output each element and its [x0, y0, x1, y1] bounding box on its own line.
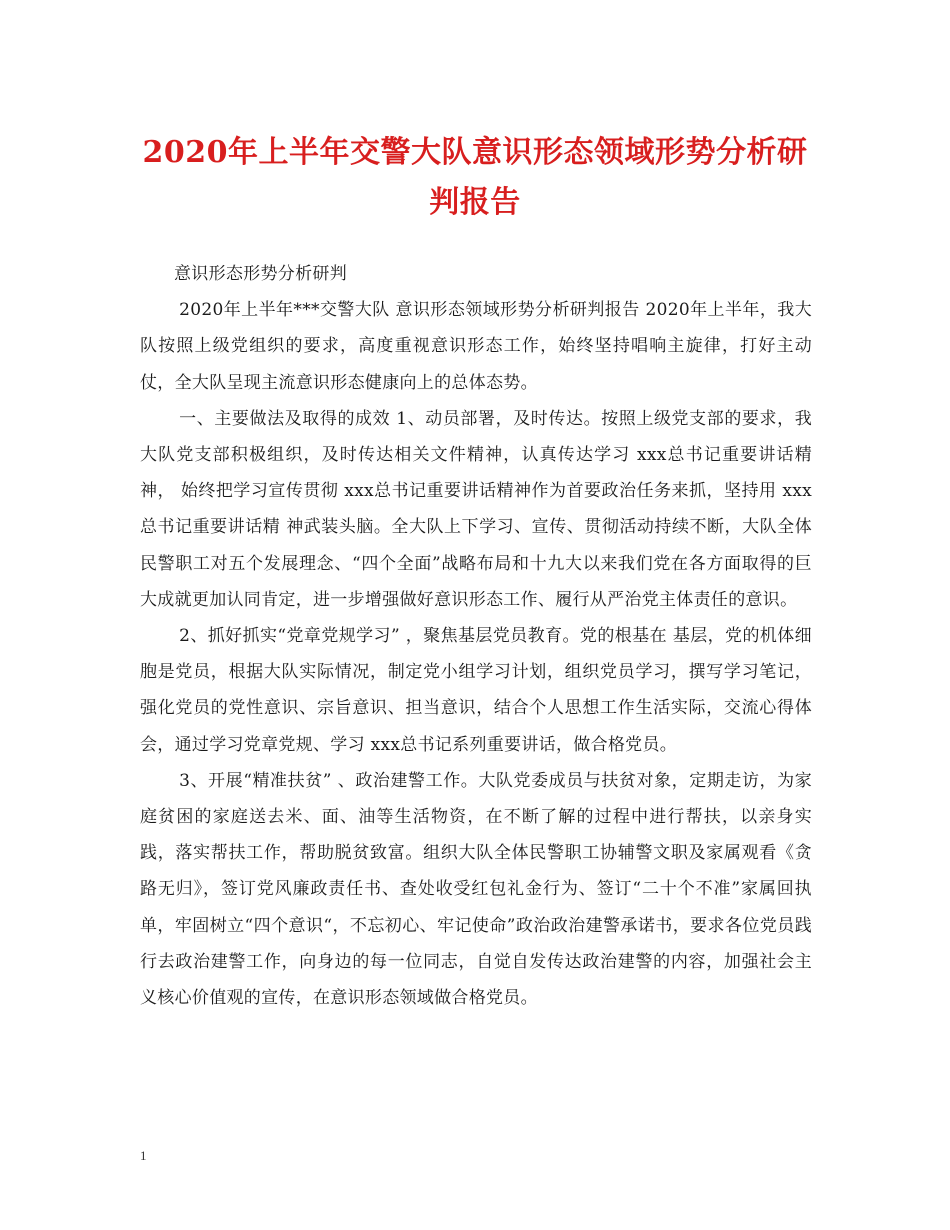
paragraph-section-3: 3、开展“精准扶贫” 、政治建警工作。大队党委成员与扶贫对象，定期走访，为家庭贫困的家庭送去米、面、油等生活物资，在不断了解的过程中进行帮扶，以亲身实践，落实帮扶工作，帮助脱贫致富。组织大队全体民警职工协辅警文职及家属观看《贪路无归》，签订党风廉政责任书、查处收受红包礼金行为、签订“二十个不准”家属回执单，牢固树立“四个意识“，不忘初心、牢记使命”政治政治建警承诺书，要求各位党员践行去政治建警工作，向身边的每一位同志，自觉自发传达政治建警的内容，加强社会主义核心价值观的宣传，在意识形态领域做合格党员。 [140, 770, 812, 1009]
document-subtitle: 意识形态形势分析研判 [174, 264, 347, 284]
paragraph-section-1: 一、主要做法及取得的成效 1、动员部署，及时传达。按照上级党支部的要求，我大队党支部积极组织，及时传达相关文件精神，认真传达学习 xxx总书记重要讲话精神， 始终把学习宣传贯彻 xxx总书记重要讲话精神作为首要政治任务来抓，坚持用 xxx总书记重要讲话精 神武装头脑。全大队上下学习、宣传、贯彻活动持续不断，大队全体民警职工对五个发展理念、“四个全面”战略布局和十九大以来我们党在各方面取得的巨大成就更加认同肯定，进一步增强做好意识形态工作、履行从严治党主体责任的意识。 [140, 408, 812, 610]
page-number: 1 [140, 1148, 147, 1163]
paragraph-intro: 2020年上半年***交警大队 意识形态领域形势分析研判报告 2020年上半年，我大队按照上级党组织的要求，高度重视意识形态工作，始终坚持唱响主旋律，打好主动仗，全大队呈现主流意识形态健康向上的总体态势。 [140, 300, 812, 393]
document-title: 2020年上半年交警大队意识形态领域形势分析研判报告 [142, 135, 808, 220]
document-body [140, 256, 812, 1016]
paragraph-section-2: 2、抓好抓实“党章党规学习” ，聚焦基层党员教育。党的根基在 基层，党的机体细胞是党员，根据大队实际情况，制定党小组学习计划，组织党员学习，撰写学习笔记，强化党员的党性意识、宗旨意识、担当意识，结合个人思想工作生活实际，交流心得体会，通过学习党章党规、学习 xxx总书记系列重要讲话，做合格党员。 [140, 626, 812, 755]
